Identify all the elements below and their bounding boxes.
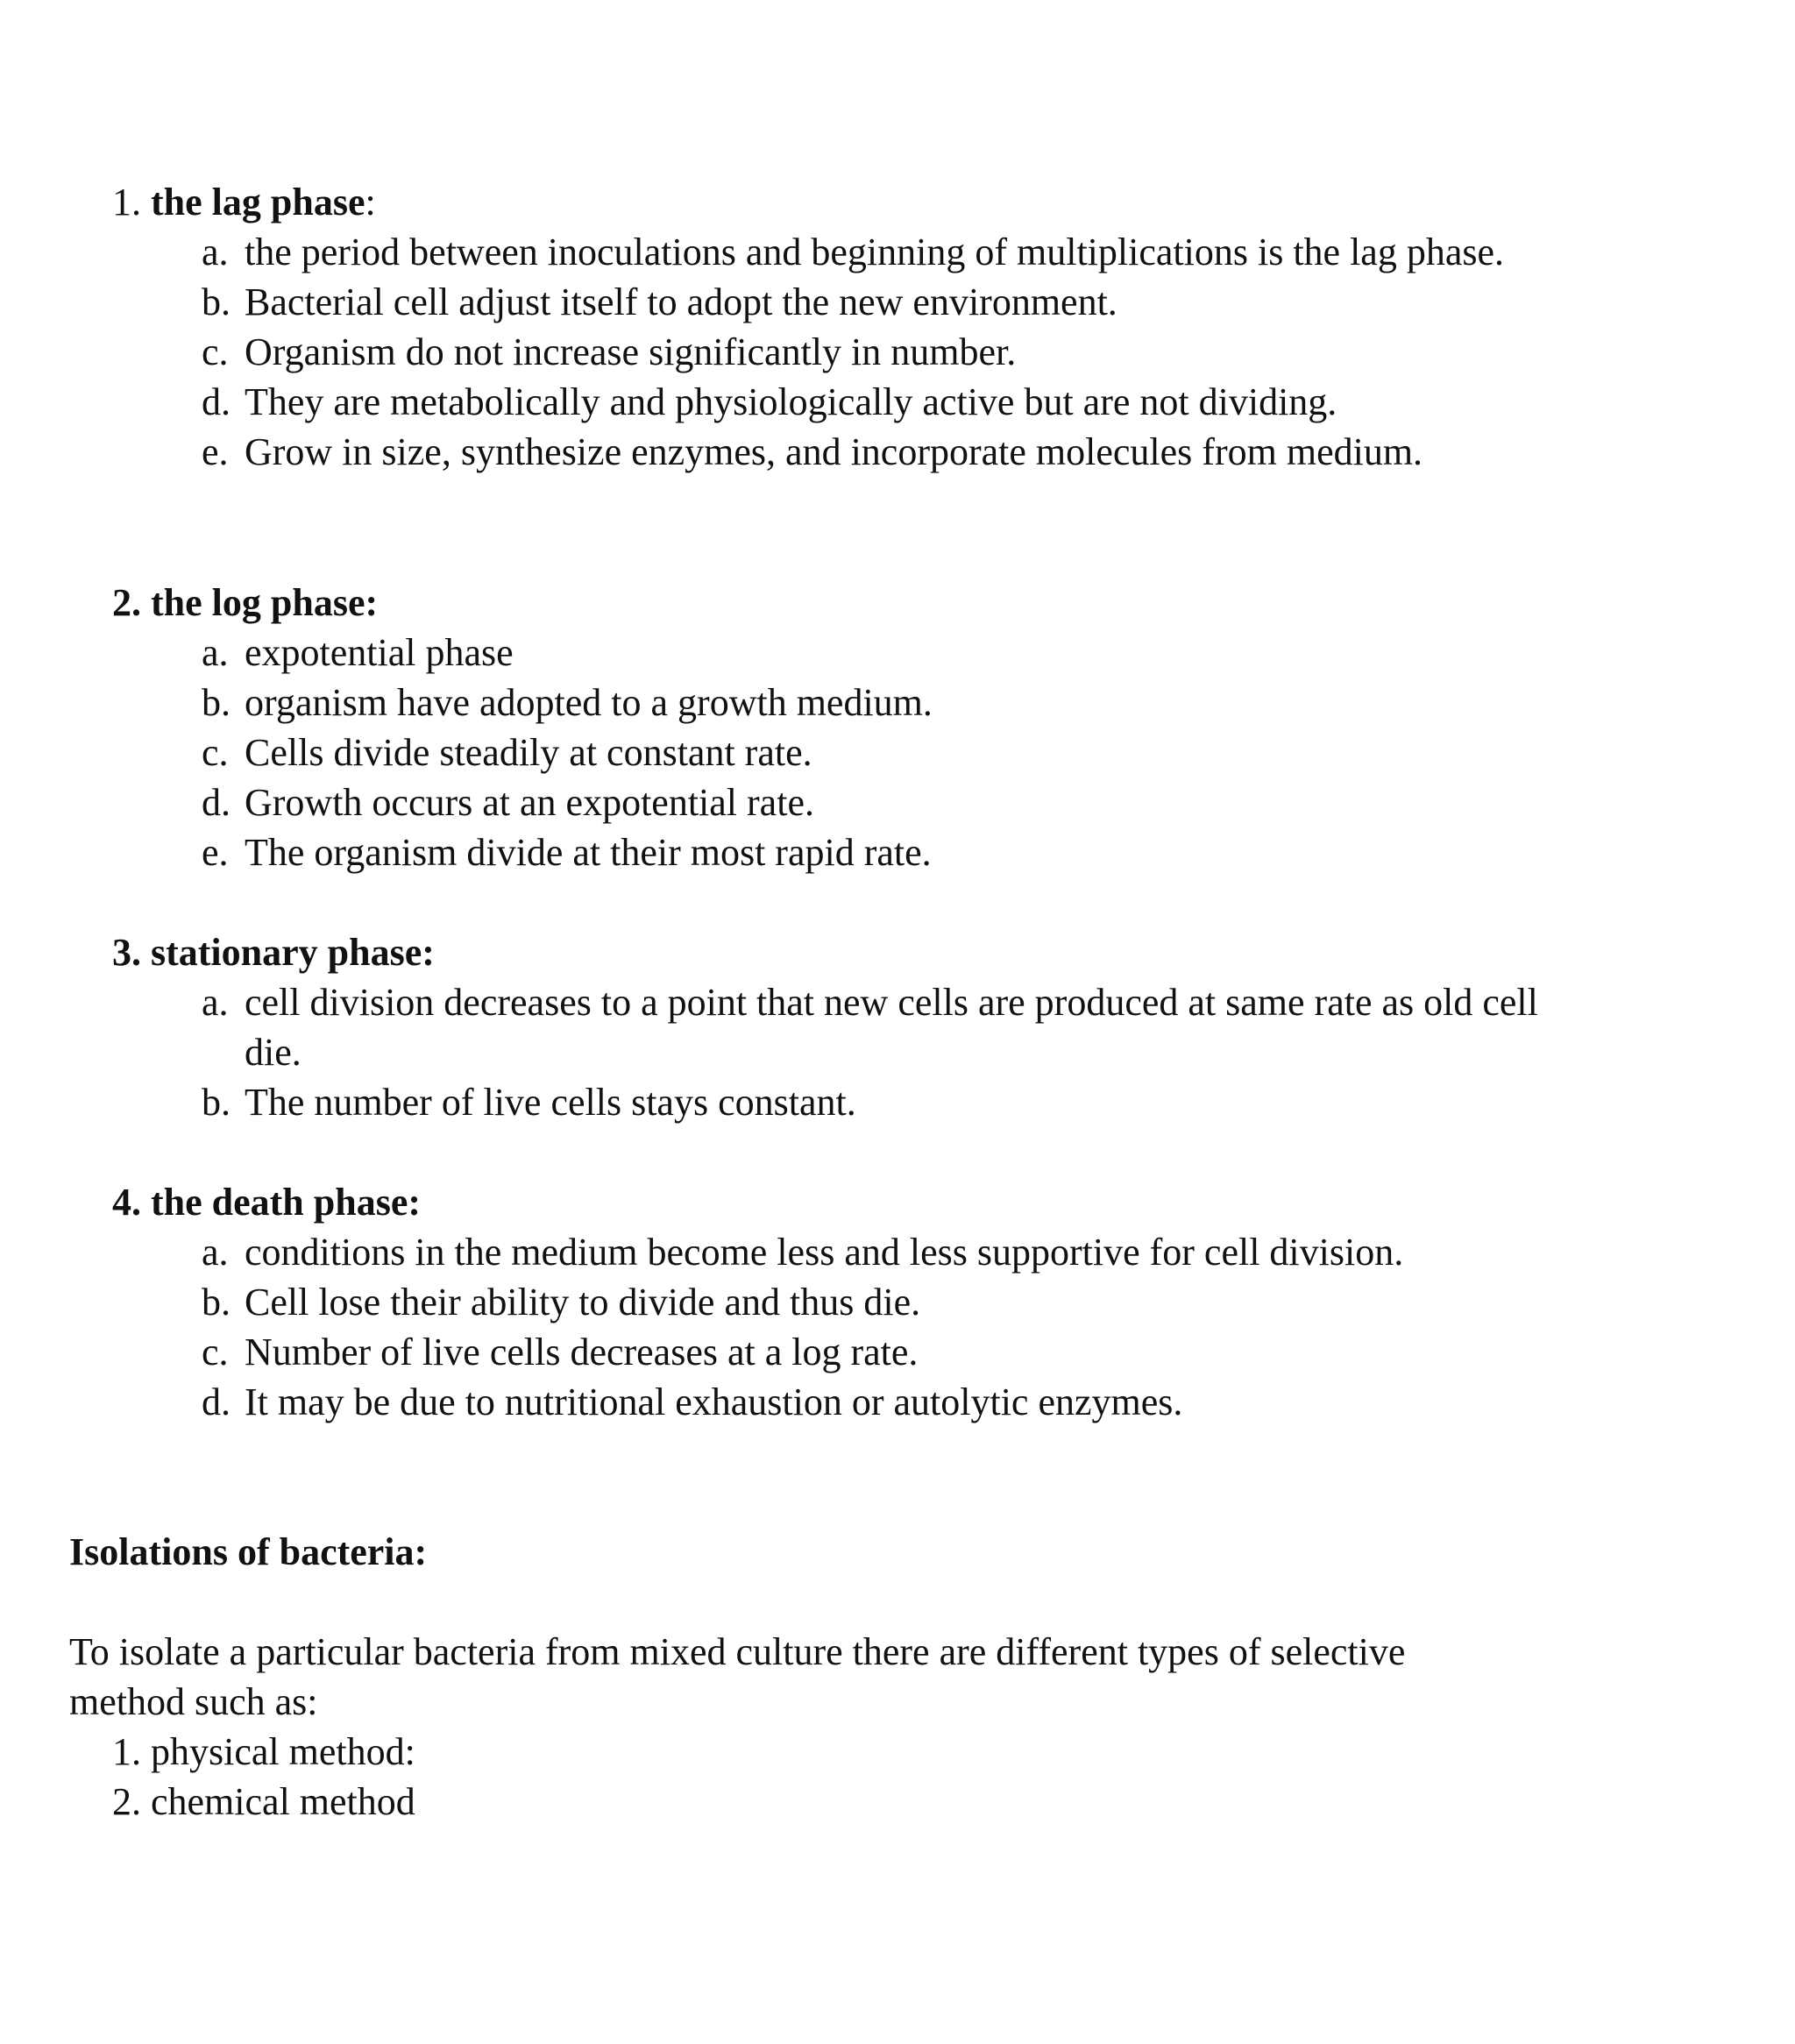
item-marker: e. <box>202 430 229 473</box>
method-text: physical method: <box>151 1730 415 1773</box>
item-marker: b. <box>202 280 231 323</box>
item-text: The number of live cells stays constant. <box>245 1081 856 1124</box>
phase-title: the lag phase <box>151 181 365 224</box>
list-item <box>202 727 812 777</box>
item-marker: a. <box>202 1231 229 1274</box>
item-text: the period between inoculations and beginning of multiplications is the lag phase. <box>245 231 1505 273</box>
list-item <box>202 678 933 727</box>
method-text: chemical method <box>151 1780 415 1823</box>
phase-title: the death phase <box>151 1181 408 1224</box>
item-marker: c. <box>202 731 229 774</box>
phase-heading-lag <box>112 177 376 227</box>
list-item <box>202 977 1538 1027</box>
phase-suffix: : <box>365 581 379 624</box>
list-item <box>202 277 1117 327</box>
method-number: 1. <box>112 1730 141 1773</box>
phase-suffix: : <box>422 931 435 974</box>
item-marker: e. <box>202 831 229 874</box>
list-item <box>202 1377 1182 1427</box>
list-item <box>202 777 814 827</box>
item-text: expotential phase <box>245 631 514 674</box>
item-marker: c. <box>202 1331 229 1373</box>
phase-number: 4. <box>112 1181 141 1224</box>
list-item <box>202 827 932 877</box>
method-number: 2. <box>112 1780 141 1823</box>
item-text: Organism do not increase significantly in number. <box>245 330 1017 373</box>
item-text: They are metabolically and physiologically active but are not dividing. <box>245 380 1337 423</box>
phase-heading-stationary <box>112 927 435 977</box>
item-text: The organism divide at their most rapid rate. <box>245 831 932 874</box>
item-text: Grow in size, synthesize enzymes, and incorporate molecules from medium. <box>245 430 1423 473</box>
item-marker: d. <box>202 380 231 423</box>
item-marker: b. <box>202 681 231 724</box>
item-marker: b. <box>202 1281 231 1324</box>
item-text: cell division decreases to a point that new cells are produced at same rate as old cell <box>245 981 1538 1024</box>
list-item <box>202 327 1016 377</box>
phase-suffix: : <box>408 1181 422 1224</box>
list-item-continuation: die. <box>245 1031 302 1074</box>
item-text: Cell lose their ability to divide and thus die. <box>245 1281 921 1324</box>
list-item <box>202 1277 920 1327</box>
paragraph-line: method such as: <box>69 1680 318 1723</box>
item-marker: b. <box>202 1081 231 1124</box>
list-item <box>202 377 1337 427</box>
list-item <box>202 427 1423 477</box>
phase-number: 3. <box>112 931 141 974</box>
item-text: Growth occurs at an expotential rate. <box>245 781 814 824</box>
phase-title: stationary phase <box>151 931 422 974</box>
item-text: organism have adopted to a growth medium. <box>245 681 933 724</box>
item-text: Bacterial cell adjust itself to adopt the new environment. <box>245 280 1117 323</box>
item-marker: d. <box>202 1380 231 1423</box>
list-item <box>202 628 514 678</box>
list-item <box>202 1227 1403 1277</box>
item-marker: a. <box>202 981 229 1024</box>
item-text: It may be due to nutritional exhaustion or autolytic enzymes. <box>245 1380 1183 1423</box>
item-text: Cells divide steadily at constant rate. <box>245 731 812 774</box>
phase-heading-death <box>112 1177 421 1227</box>
phase-number: 2. <box>112 581 141 624</box>
phase-title: the log phase <box>151 581 365 624</box>
item-marker: c. <box>202 330 229 373</box>
item-marker: d. <box>202 781 231 824</box>
phase-number: 1. <box>112 181 141 224</box>
paragraph-line: To isolate a particular bacteria from mixed culture there are different types of selective <box>69 1630 1406 1673</box>
phase-heading-log <box>112 578 378 628</box>
list-item <box>202 227 1504 277</box>
section-heading-isolation: Isolations of bacteria: <box>69 1530 428 1573</box>
list-item <box>202 1327 918 1377</box>
list-item <box>202 1077 856 1127</box>
item-marker: a. <box>202 231 229 273</box>
method-item <box>112 1727 415 1777</box>
item-text: Number of live cells decreases at a log rate. <box>245 1331 919 1373</box>
item-marker: a. <box>202 631 229 674</box>
phase-suffix: : <box>365 181 376 224</box>
item-text: conditions in the medium become less and less supportive for cell division. <box>245 1231 1404 1274</box>
method-item <box>112 1777 415 1827</box>
